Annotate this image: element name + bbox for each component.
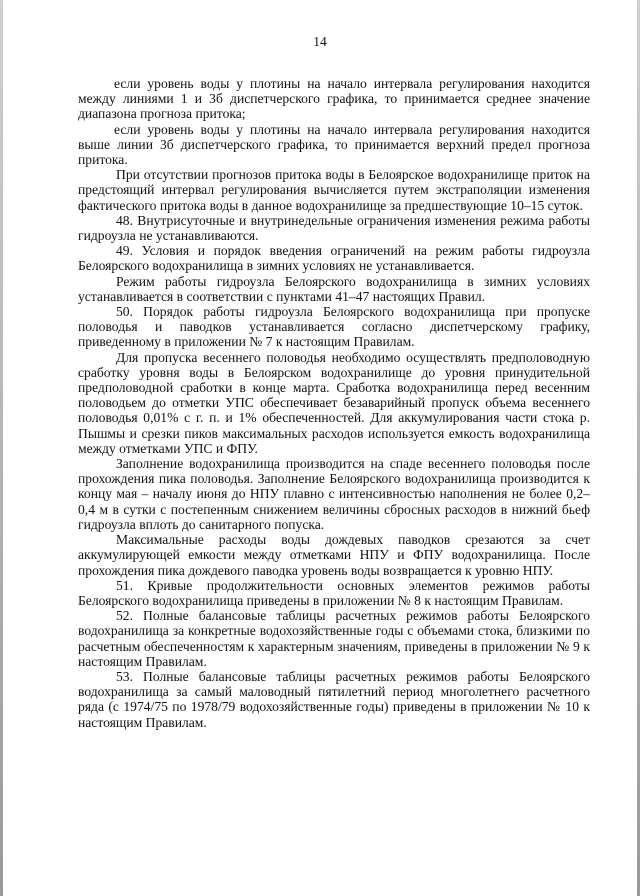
paragraph: Для пропуска весеннего половодья необходимо осуществлять предполоводную сработку уровня воды в Белоярском водохранилище до уровня принудительной предполоводной сработки в конце марта. Сработка водохранилища перед весенним половодьем до отметки УПС обеспечивает безаварийный пропуск объема весеннего половодья 0,01% с г. п. и 1% обеспеченностей. Для аккумулирования части стока р. Пышмы и срезки пиков максимальных расходов используется емкость водохранилища между отметками УПС и ФПУ.	[78, 349, 590, 456]
paragraph-clause-48: 48. Внутрисуточные и внутринедельные ограничения изменения режима работы гидроузла не устанавливаются.	[78, 212, 590, 244]
paragraph-clause-53: 53. Полные балансовые таблицы расчетных режимов работы Белоярского водохранилища за самый маловодный пятилетний период многолетнего расчетного ряда (с 1974/75 по 1978/79 водохозяйственные годы) приведены в приложении № 10 к настоящим Правилам.	[78, 668, 590, 730]
paragraph-subclause: если уровень воды у плотины на начало интервала регулирования находится между линиями 1 и 3б диспетчерского графика, то принимается среднее значение диапазона прогноза притока;	[78, 76, 590, 122]
paragraph: Заполнение водохранилища производится на спаде весеннего половодья после прохождения пика половодья. Заполнение Белоярского водохранилища производится к концу мая – началу июня до НПУ плавно с интенсивностью наполнения не более 0,2–0,4 м в сутки с постепенным снижением величины сбросных расходов в нижний бьеф гидроузла вплоть до санитарного попуска.	[78, 456, 590, 532]
paragraph: При отсутствии прогнозов притока воды в Белоярское водохранилище приток на предстоящий интервал регулирования вычисляется путем экстраполяции изменения фактического притока воды в данное водохранилище за предшествующие 10–15 суток.	[78, 167, 590, 213]
scan-edge-left	[0, 0, 3, 896]
paragraph-clause-51: 51. Кривые продолжительности основных элементов режимов работы Белоярского водохранилища приведены в приложении № 8 к настоящим Правилам.	[78, 577, 590, 608]
paragraph-clause-50: 50. Порядок работы гидроузла Белоярского водохранилища при пропуске половодья и паводков устанавливается согласно диспетчерскому графику, приведенному в приложении № 7 к настоящим Правилам.	[78, 304, 590, 350]
paragraph-subclause: если уровень воды у плотины на начало интервала регулирования находится выше линии 3б диспетчерского графика, то принимается верхний предел прогноза притока.	[78, 121, 590, 168]
document-body	[78, 76, 590, 730]
paragraph: Режим работы гидроузла Белоярского водохранилища в зимних условиях устанавливается в соответствии с пунктами 41–47 настоящих Правил.	[78, 273, 590, 304]
paragraph-clause-52: 52. Полные балансовые таблицы расчетных режимов работы Белоярского водохранилища за конкретные водохозяйственные годы с объемами стока, близкими по расчетным обеспеченностям к характерным значениям, приведены в приложении № 9 к настоящим Правилам.	[78, 608, 590, 669]
page-number: 14	[313, 34, 327, 49]
paragraph: Максимальные расходы воды дождевых паводков срезаются за счет аккумулирующей емкости между отметками НПУ и ФПУ водохранилища. После прохождения пика дождевого паводка уровень воды возвращается к уровню НПУ.	[78, 532, 590, 578]
paragraph-clause-49: 49. Условия и порядок введения ограничений на режим работы гидроузла Белоярского водохранилища в зимних условиях не устанавливается.	[78, 243, 590, 274]
